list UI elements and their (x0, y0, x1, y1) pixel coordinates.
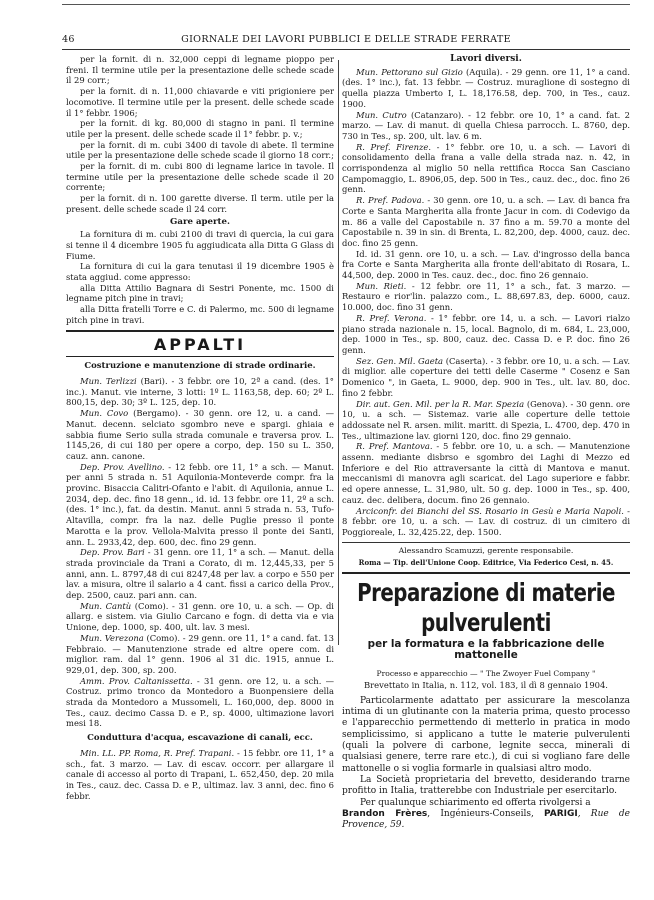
entity-name: R. Pref. Verona. (356, 312, 427, 323)
entry-text: Id. id. 31 genn. ore 10, u. a sch. — Lav. d'ingrosso della banca fra Corte e Santa Margherita alla fronte dell'abitato di Rosara, L. 44,500, dep. 2000 in Tes. cauz. dec., doc. fino 26 gennaio. (342, 248, 630, 281)
right-column (342, 54, 630, 831)
entity-name: R. Pref. Mantova. (356, 441, 433, 452)
responsible-manager-signature: Alessandro Scamuzzi, gerente responsabile. (342, 542, 630, 557)
contact-role: , Ingénieurs-Conseils, (427, 808, 545, 819)
tender-entry (342, 313, 630, 356)
entity-name: Mun. Covo (80, 408, 129, 419)
tender-entry (66, 633, 334, 676)
page-number: 46 (62, 34, 75, 45)
contact-company: Brandon Frères (342, 808, 428, 819)
entity-name: R. Pref. Padova. (356, 195, 425, 206)
contact-city: PARIGI (544, 808, 578, 819)
header-rule (62, 49, 630, 50)
entity-name: Mun. Terlizzi (80, 375, 137, 386)
tender-entry (342, 249, 630, 281)
left-column (66, 54, 334, 801)
entity-name: Arciconfr. dei Bianchi del SS. Rosario in Gesù e Maria Napoli. (356, 505, 624, 516)
entity-name: Sez. Gen. Mil. Gaeta (356, 355, 444, 366)
advertisement-subtitle: per la formatura e la fabbricazione delle mattonelle (367, 638, 605, 661)
journal-title: GIORNALE DEI LAVORI PUBBLICI E DELLE STRADE FERRATE (181, 34, 511, 45)
entity-name: Mun. Rieti. (356, 280, 407, 291)
entry-text: - 12 febb. ore 11, 1° a sch. — Manut. per anni 5 strada n. 51 Aquilonia-Monteverde compr. fra la provinc. Bisaccia Calitri-Ofanto e l'abit. di Aquilonia, annue L. 2034, dep. dec. fino 18 genn., id. id. 13 febbr. ore 11, 2º a sch. (des. 1° inc.), fat. da destin. Manut. anni 5 strada n. 53, Tufo-Altavilla, compr. fra la naz. delle Puglie presso il ponte Marotta e la prov. Vellola-Malvita presso il ponte dei Santi, ann. L. 2933,42, dep. 600, dec. fino 29 genn. (66, 461, 335, 547)
tender-entry (66, 547, 334, 601)
entity-name: Dir. aut. Gen. Mil. per la R. Mar. Spezia (356, 398, 525, 409)
advertisement-title: Preparazione di materie pulverulenti (357, 579, 615, 638)
advertisement-body (342, 696, 630, 832)
tender-entry (342, 356, 630, 399)
tender-entry (342, 142, 630, 196)
tender-entry (342, 441, 630, 505)
entry-text: (Catanzaro). - 12 febbr. ore 10, 1° a cand. fat. 2 marzo. — Lav. di manut. di quella Chiesa parrocch. L. 8760, dep. 730 in Tes., sp. 200, ult. lav. 6 m. (342, 109, 630, 141)
strade-heading: Costruzione e manutenzione di strade ordinarie. (84, 361, 316, 372)
entity-name: Mun. Cutro (356, 109, 407, 120)
entity-name: Mun. Cantù (80, 600, 132, 611)
ad-contact (342, 809, 630, 832)
tender-entry (66, 376, 334, 408)
entry-text: - 1° febbr. ore 14, u. a sch. — Lavori rialzo piano strada nazionale n. 15, local. Bagnolo, di m. 684, L. 23,000, dep. 1000 in Tes., sp. 800, cauz. dec. Cassa D. e P. doc. fino 26 genn. (342, 312, 630, 355)
notice-paragraph: per la fornit. di kg. 80,000 di stagno in pani. Il termine utile per la present. delle schede scade il 1° febbr. p. v.; (66, 118, 334, 139)
printer-imprint: Roma — Tip. dell'Unione Coop. Editrice, Via Federico Cesi, n. 45. (342, 558, 630, 574)
notice-paragraph: per la fornit. di n. 32,000 ceppi di legname pioppo per freni. Il termine utile per la presentazione delle schede scade il 29 corr.; (66, 54, 334, 86)
tender-entry (66, 408, 334, 462)
tender-entry (66, 748, 334, 802)
tender-entry (342, 110, 630, 142)
entity-name: Dep. Prov. Bari (80, 547, 145, 558)
entry-text: - 30 genn. ore 10, u. a sch. — Lav. di banca fra Corte e Santa Margherita alla fronte Jacur in com. di Codevigo da m. 86 a valle del Capostabile n. 37 fino a m. 59.70 a monte del Capostabile n. 39 in sin. di Brenta, L. 82,200, dep. 4000, cauz. dec. doc. fino 25 genn. (342, 195, 630, 248)
gare-paragraph: La fornitura di cui la gara tenutasi il 19 dicembre 1905 è stata aggiud. come appresso: (66, 261, 334, 283)
column-divider (338, 60, 339, 645)
entry-text: (Como). - 29 genn. ore 11, 1° a cand. fat. 13 Febbraio. — Manutenzione strade ed altre opere com. di miglior. ram. dal 1° genn. 1906 al 31 dic. 1915, annue L. 929,01, dep. 300, sp. 200. (66, 632, 334, 675)
entity-name: Min. LL. PP. Roma, R. Pref. Trapani. (80, 747, 235, 758)
notice-paragraph: per la fornit. di n. 100 garette diverse. Il term. utile per la present. delle schede scade il 24 corr. (66, 193, 334, 214)
entity-name: Amm. Prov. Caltanissetta. (80, 675, 193, 686)
entity-name: Mun. Pettorano sul Gizio (356, 66, 463, 77)
entry-text: (Caserta). - 3 febbr. ore 10, u. a sch. — Lav. di miglior. alle coperture dei tetti delle Caserme " Cosenz e San Domenico ", in Gaeta, L. 9000, dep. 900 in Tes., ult. lav. 80, doc. fino 2 febbr. (342, 355, 630, 398)
advertisement-process: Processo e apparecchio — " The Zwoyer Fuel Company " (376, 669, 596, 679)
appalti-title: APPALTI (153, 334, 247, 354)
tender-entry (342, 281, 630, 313)
entry-text: - 1° febbr. ore 10, u. a sch. — Lavori di consolidamento della frana a valle della strada naz. n. 42, in corrispondenza al miglio 50 nella rettifica Rocca San Casciano Campomaggio, L. 8906,05, dep. 500 in Tes., cauz. dec., doc. fino 26 genn. (342, 141, 630, 195)
entry-text: (Bari). - 3 febbr. ore 10, 2ª a cand. (des. 1° inc.). Manut. vie interne, 3 lotti: 1º L. 1163,58, dep. 60; 2º L. 800,15, dep. 30; 3º L. 125, dep. 10. (66, 375, 334, 408)
entry-text: (Bergamo). - 30 genn. ore 12, u. a cand. — Manut. decenn. selciato sgombro neve e spargi. ghiaia e sabbia fiume Serio sulla strada comunale e traversa prov. L. 1145,26, di cui 180 per opere a corpo, dep. 150 su L. 350, cauz. ann. canone. (66, 408, 335, 461)
entry-text: - 31 genn. ore 11, 1° a sch. — Manut. della strada provinciale da Trani a Corato, di m. 12,445,33, per 5 anni, ann. L. 8797,48 di cui 8247,48 per lav. a corpo e 550 per lav. a misura, oltre il salario a 4 cant. fissi a carico della Prov., dep. 2500, cauz. pari ann. can. (66, 547, 334, 601)
ad-paragraph: La Società proprietaria del brevetto, desiderando trarne profitto in Italia, tratterebbe con Industriale per esercitarlo. (342, 774, 630, 797)
ad-paragraph: Particolarmente adattato per assicurare la mescolanza intima di un glutinante con la materia prima, questo processo e l'apparecchio permettendo di metterlo in pratica in modo semplicissimo, si applicano a tutte le materie pulverulenti (quali la polvere di carbone, legnite secca, minerali di qualsiasi genere, terre rare etc.), di cui si vogliano fare delle mattonelle o si voglia formarle in qualsiasi altro modo. (342, 695, 630, 774)
entry-text: (Aquila). - 29 genn. ore 11, 1° a cand. (des. 1° inc.), fat. 13 febbr. — Costruz. muraglione di sostegno di quella piazza Umberto I, L. 18,176.58, dep. 700, in Tes., cauz. 1900. (342, 66, 630, 109)
notice-paragraph: per la fornit. di n. 11,000 chiavarde e viti prigioniere per locomotive. Il termine utile per la present. delle schede scade il 1° febbr. 1906; (66, 86, 334, 118)
appalti-banner (66, 330, 334, 358)
tender-entry (66, 462, 334, 548)
entry-text: - 12 febbr. ore 11, 1° a sch., fat. 3 marzo. — Restauro e rior'lin. palazzo com., L. 88,697.83, dep. 6000, cauz. 10.000, doc. fino 31 genn. (342, 280, 630, 313)
gare-paragraph: La fornitura di m. cubi 2100 di travi di quercia, la cui gara si tenne il 4 dicembre 1905 fu aggiudicata alla Ditta G Glass di Fiume. (66, 229, 334, 261)
entry-text: - 5 febbr. ore 10, u. a sch. — Manutenzione assenn. mediante disbrso e sgombro dei Laghi di Mezzo ed Inferiore e del Rio attraversante la città di Mantova e manut. meccanismi di manovra agli scaricat. del Lago superiore e fabbr. ed opere annesse, L. 31,980, ult. 50 g. dep. 1000 in Tes., sp. 400, cauz. dec. delibera, docum. fino 26 gennaio. (342, 441, 630, 505)
tender-entry (342, 399, 630, 442)
top-rule (62, 4, 630, 5)
entry-text: (Genova). - 30 genn. ore 10, u. a sch. — Sistemaz. varie alle coperture delle tettoie addossate nel R. arsen. milit. maritt. di Spezia, L. 4700, dep. 470 in Tes., ultimazione lav. giorni 120, doc. fino 29 gennaio. (342, 398, 630, 441)
ad-paragraph: Per qualunque schiarimento ed offerta rivolgersi a (360, 797, 591, 808)
lavori-diversi-heading: Lavori diversi. (450, 54, 522, 64)
gare-paragraph: alla Ditta fratelli Torre e C. di Palermo, mc. 500 di legname pitch pine in travi. (66, 304, 334, 325)
notice-paragraph: per la fornit. di m. cubi 3400 di tavole di abete. Il termine utile per la presentazione delle schede scade il giorno 18 corr.; (66, 139, 334, 161)
advertisement-patent: Brevettato in Italia, n. 112, vol. 183, il dì 8 gennaio 1904. (364, 680, 608, 691)
canali-heading: Conduttura d'acqua, escavazione di canali, ecc. (87, 733, 313, 744)
entry-text: - 8 febbr. ore 10, u. a sch. — Lav. di costruz. di un cimitero di Poggioreale, L. 32,425.22, dep. 1500. (342, 505, 630, 537)
page-header (62, 34, 630, 48)
tender-entry (66, 601, 334, 633)
entry-text: - 15 febbr. ore 11, 1° a sch., fat. 3 marzo. — Lav. di escav. occorr. per allargare il canale di accesso al porto di Trapani, L. 652,450, dep. 20 mila in Tes., cauz. dec. Cassa D. e P., ultimaz. lav. 3 anni, dec. fino 6 febbr. (66, 747, 334, 801)
entity-name: Dep. Prov. Avellino. (80, 461, 165, 472)
entity-name: R. Pref. Firenze. (356, 141, 432, 152)
gare-paragraph: alla Ditta Attilio Bagnara di Sestri Ponente, mc. 1500 di legname pitch pine in travi; (66, 282, 334, 304)
entity-name: Mun. Verezona (80, 632, 144, 643)
tender-entry (66, 676, 334, 730)
gare-aperte-heading: Gare aperte. (170, 216, 230, 227)
notice-paragraph: per la fornit. di m. cubi 800 di legname larice in tavole. Il termine utile per la presentazione delle schede scade il 20 corrente; (66, 161, 334, 193)
entry-text: (Como). - 31 genn. ore 10, u. a sch. — Op. di allarg. e sistem. via Giulio Carcano e fogn. di detta via e via Unione, dep. 1000, sp. 400, ult. lav. 3 mesi. (66, 600, 334, 633)
entry-text: - 31 genn. ore 12, u. a sch. — Costruz. primo tronco da Montedoro a Buonpensiere della strada da Montedoro a Mussomeli, L. 160,000, dep. 8000 in Tes., cauz. decimo Cassa D. e P., sp. 4000, ultimazione lavori mesi 18. (66, 675, 334, 729)
tender-entry (342, 195, 630, 249)
tender-entry (342, 67, 630, 110)
contact-address: , Rue de Provence, 59. (342, 808, 630, 831)
tender-entry (342, 506, 630, 538)
